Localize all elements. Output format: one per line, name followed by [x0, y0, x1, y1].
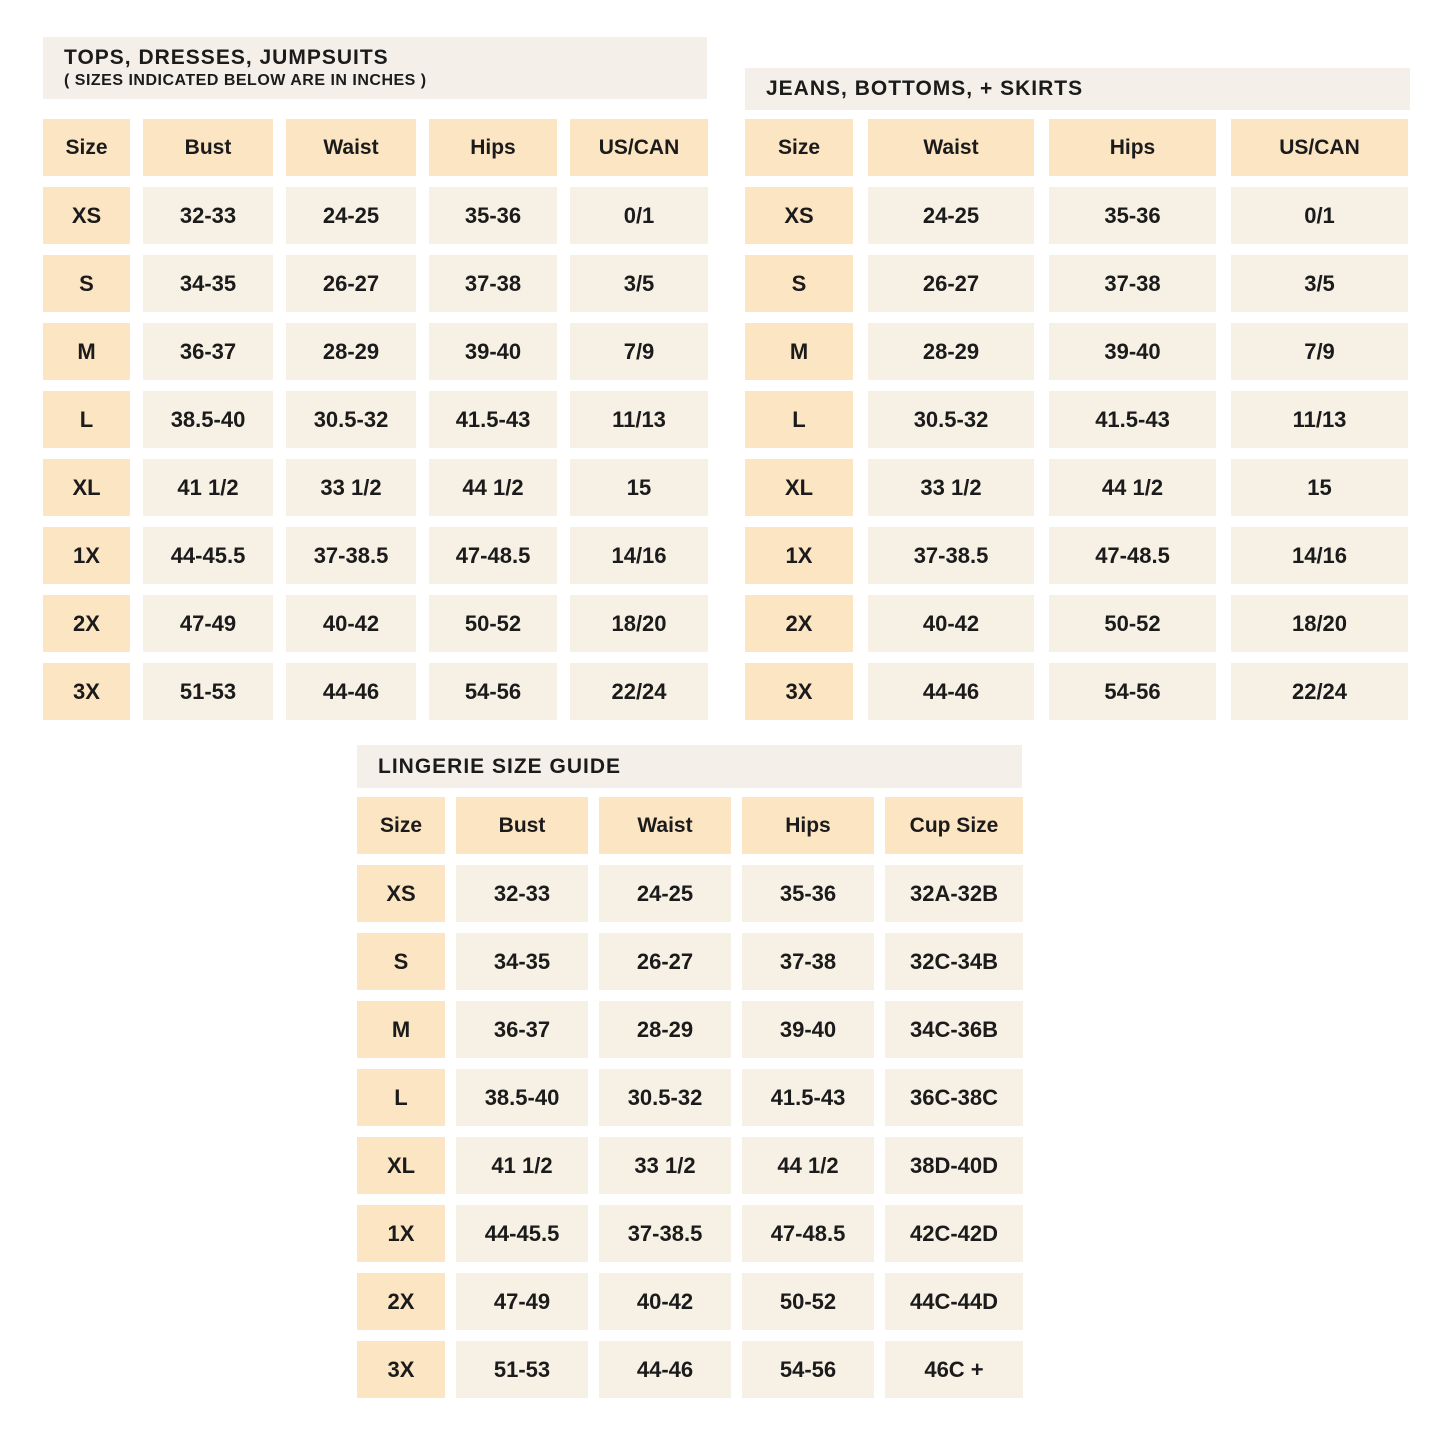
tops-table-subtitle: ( SIZES INDICATED BELOW ARE IN INCHES )	[64, 71, 427, 89]
column-header-waist: Waist	[868, 119, 1034, 176]
measurement-cell: 46C +	[885, 1341, 1023, 1398]
column-header-hips: Hips	[1049, 119, 1216, 176]
measurement-cell: 37-38	[742, 933, 874, 990]
size-label-cell-s: S	[357, 933, 445, 990]
measurement-cell: 7/9	[1231, 323, 1408, 380]
measurement-cell: 39-40	[429, 323, 557, 380]
measurement-cell: 34C-36B	[885, 1001, 1023, 1058]
measurement-cell: 47-48.5	[742, 1205, 874, 1262]
size-label-cell-xs: XS	[745, 187, 853, 244]
measurement-cell: 39-40	[1049, 323, 1216, 380]
measurement-cell: 47-48.5	[429, 527, 557, 584]
jeans-size-table	[745, 119, 1408, 720]
size-label-cell-s: S	[43, 255, 130, 312]
measurement-cell: 37-38.5	[868, 527, 1034, 584]
measurement-cell: 51-53	[143, 663, 273, 720]
size-label-cell-l: L	[745, 391, 853, 448]
tops-table-title: TOPS, DRESSES, JUMPSUITS	[64, 46, 389, 70]
size-label-cell-xl: XL	[745, 459, 853, 516]
measurement-cell: 44-46	[868, 663, 1034, 720]
measurement-cell: 40-42	[286, 595, 416, 652]
measurement-cell: 24-25	[599, 865, 731, 922]
size-label-cell-2x: 2X	[43, 595, 130, 652]
column-header-hips: Hips	[429, 119, 557, 176]
measurement-cell: 50-52	[1049, 595, 1216, 652]
size-label-cell-xs: XS	[357, 865, 445, 922]
lingerie-title-band	[357, 745, 1022, 788]
measurement-cell: 0/1	[1231, 187, 1408, 244]
measurement-cell: 44 1/2	[429, 459, 557, 516]
size-label-cell-2x: 2X	[745, 595, 853, 652]
tops-size-table	[43, 119, 708, 720]
measurement-cell: 42C-42D	[885, 1205, 1023, 1262]
measurement-cell: 44 1/2	[1049, 459, 1216, 516]
measurement-cell: 28-29	[599, 1001, 731, 1058]
measurement-cell: 44-46	[286, 663, 416, 720]
jeans-table-title: JEANS, BOTTOMS, + SKIRTS	[766, 77, 1084, 101]
measurement-cell: 44-45.5	[456, 1205, 588, 1262]
size-label-cell-2x: 2X	[357, 1273, 445, 1330]
measurement-cell: 44-45.5	[143, 527, 273, 584]
size-label-cell-1x: 1X	[745, 527, 853, 584]
measurement-cell: 14/16	[570, 527, 708, 584]
measurement-cell: 44-46	[599, 1341, 731, 1398]
measurement-cell: 54-56	[1049, 663, 1216, 720]
measurement-cell: 18/20	[570, 595, 708, 652]
measurement-cell: 37-38.5	[286, 527, 416, 584]
column-header-cup-size: Cup Size	[885, 797, 1023, 854]
column-header-size: Size	[745, 119, 853, 176]
measurement-cell: 38D-40D	[885, 1137, 1023, 1194]
measurement-cell: 24-25	[868, 187, 1034, 244]
measurement-cell: 32-33	[456, 865, 588, 922]
measurement-cell: 38.5-40	[456, 1069, 588, 1126]
measurement-cell: 30.5-32	[868, 391, 1034, 448]
measurement-cell: 36-37	[143, 323, 273, 380]
measurement-cell: 18/20	[1231, 595, 1408, 652]
measurement-cell: 14/16	[1231, 527, 1408, 584]
tops-title-band	[43, 37, 707, 99]
size-label-cell-1x: 1X	[357, 1205, 445, 1262]
measurement-cell: 44 1/2	[742, 1137, 874, 1194]
measurement-cell: 15	[570, 459, 708, 516]
column-header-waist: Waist	[286, 119, 416, 176]
measurement-cell: 30.5-32	[599, 1069, 731, 1126]
measurement-cell: 41 1/2	[143, 459, 273, 516]
measurement-cell: 11/13	[1231, 391, 1408, 448]
measurement-cell: 32A-32B	[885, 865, 1023, 922]
measurement-cell: 37-38	[429, 255, 557, 312]
measurement-cell: 47-49	[143, 595, 273, 652]
column-header-us-can: US/CAN	[1231, 119, 1408, 176]
size-label-cell-3x: 3X	[43, 663, 130, 720]
size-label-cell-m: M	[745, 323, 853, 380]
measurement-cell: 3/5	[570, 255, 708, 312]
measurement-cell: 37-38.5	[599, 1205, 731, 1262]
size-label-cell-m: M	[357, 1001, 445, 1058]
measurement-cell: 36-37	[456, 1001, 588, 1058]
measurement-cell: 0/1	[570, 187, 708, 244]
size-label-cell-xl: XL	[43, 459, 130, 516]
lingerie-table-title: LINGERIE SIZE GUIDE	[378, 754, 622, 778]
jeans-title-band	[745, 68, 1410, 110]
measurement-cell: 50-52	[742, 1273, 874, 1330]
measurement-cell: 26-27	[599, 933, 731, 990]
size-label-cell-xs: XS	[43, 187, 130, 244]
column-header-bust: Bust	[456, 797, 588, 854]
measurement-cell: 51-53	[456, 1341, 588, 1398]
measurement-cell: 32C-34B	[885, 933, 1023, 990]
measurement-cell: 33 1/2	[286, 459, 416, 516]
measurement-cell: 28-29	[286, 323, 416, 380]
measurement-cell: 54-56	[429, 663, 557, 720]
measurement-cell: 32-33	[143, 187, 273, 244]
measurement-cell: 35-36	[1049, 187, 1216, 244]
measurement-cell: 40-42	[868, 595, 1034, 652]
lingerie-size-table	[357, 797, 1023, 1398]
column-header-waist: Waist	[599, 797, 731, 854]
measurement-cell: 38.5-40	[143, 391, 273, 448]
measurement-cell: 33 1/2	[599, 1137, 731, 1194]
measurement-cell: 22/24	[1231, 663, 1408, 720]
measurement-cell: 26-27	[868, 255, 1034, 312]
column-header-size: Size	[357, 797, 445, 854]
measurement-cell: 35-36	[429, 187, 557, 244]
measurement-cell: 28-29	[868, 323, 1034, 380]
size-label-cell-m: M	[43, 323, 130, 380]
size-label-cell-3x: 3X	[357, 1341, 445, 1398]
column-header-bust: Bust	[143, 119, 273, 176]
measurement-cell: 41 1/2	[456, 1137, 588, 1194]
measurement-cell: 30.5-32	[286, 391, 416, 448]
measurement-cell: 39-40	[742, 1001, 874, 1058]
measurement-cell: 54-56	[742, 1341, 874, 1398]
measurement-cell: 34-35	[456, 933, 588, 990]
column-header-size: Size	[43, 119, 130, 176]
measurement-cell: 33 1/2	[868, 459, 1034, 516]
measurement-cell: 11/13	[570, 391, 708, 448]
measurement-cell: 47-49	[456, 1273, 588, 1330]
measurement-cell: 44C-44D	[885, 1273, 1023, 1330]
column-header-hips: Hips	[742, 797, 874, 854]
measurement-cell: 50-52	[429, 595, 557, 652]
measurement-cell: 24-25	[286, 187, 416, 244]
measurement-cell: 22/24	[570, 663, 708, 720]
measurement-cell: 7/9	[570, 323, 708, 380]
size-label-cell-3x: 3X	[745, 663, 853, 720]
measurement-cell: 26-27	[286, 255, 416, 312]
measurement-cell: 41.5-43	[1049, 391, 1216, 448]
measurement-cell: 37-38	[1049, 255, 1216, 312]
measurement-cell: 47-48.5	[1049, 527, 1216, 584]
size-label-cell-xl: XL	[357, 1137, 445, 1194]
measurement-cell: 15	[1231, 459, 1408, 516]
size-label-cell-l: L	[43, 391, 130, 448]
column-header-us-can: US/CAN	[570, 119, 708, 176]
size-label-cell-1x: 1X	[43, 527, 130, 584]
measurement-cell: 41.5-43	[429, 391, 557, 448]
measurement-cell: 41.5-43	[742, 1069, 874, 1126]
measurement-cell: 3/5	[1231, 255, 1408, 312]
size-label-cell-s: S	[745, 255, 853, 312]
measurement-cell: 35-36	[742, 865, 874, 922]
measurement-cell: 36C-38C	[885, 1069, 1023, 1126]
size-label-cell-l: L	[357, 1069, 445, 1126]
measurement-cell: 40-42	[599, 1273, 731, 1330]
measurement-cell: 34-35	[143, 255, 273, 312]
